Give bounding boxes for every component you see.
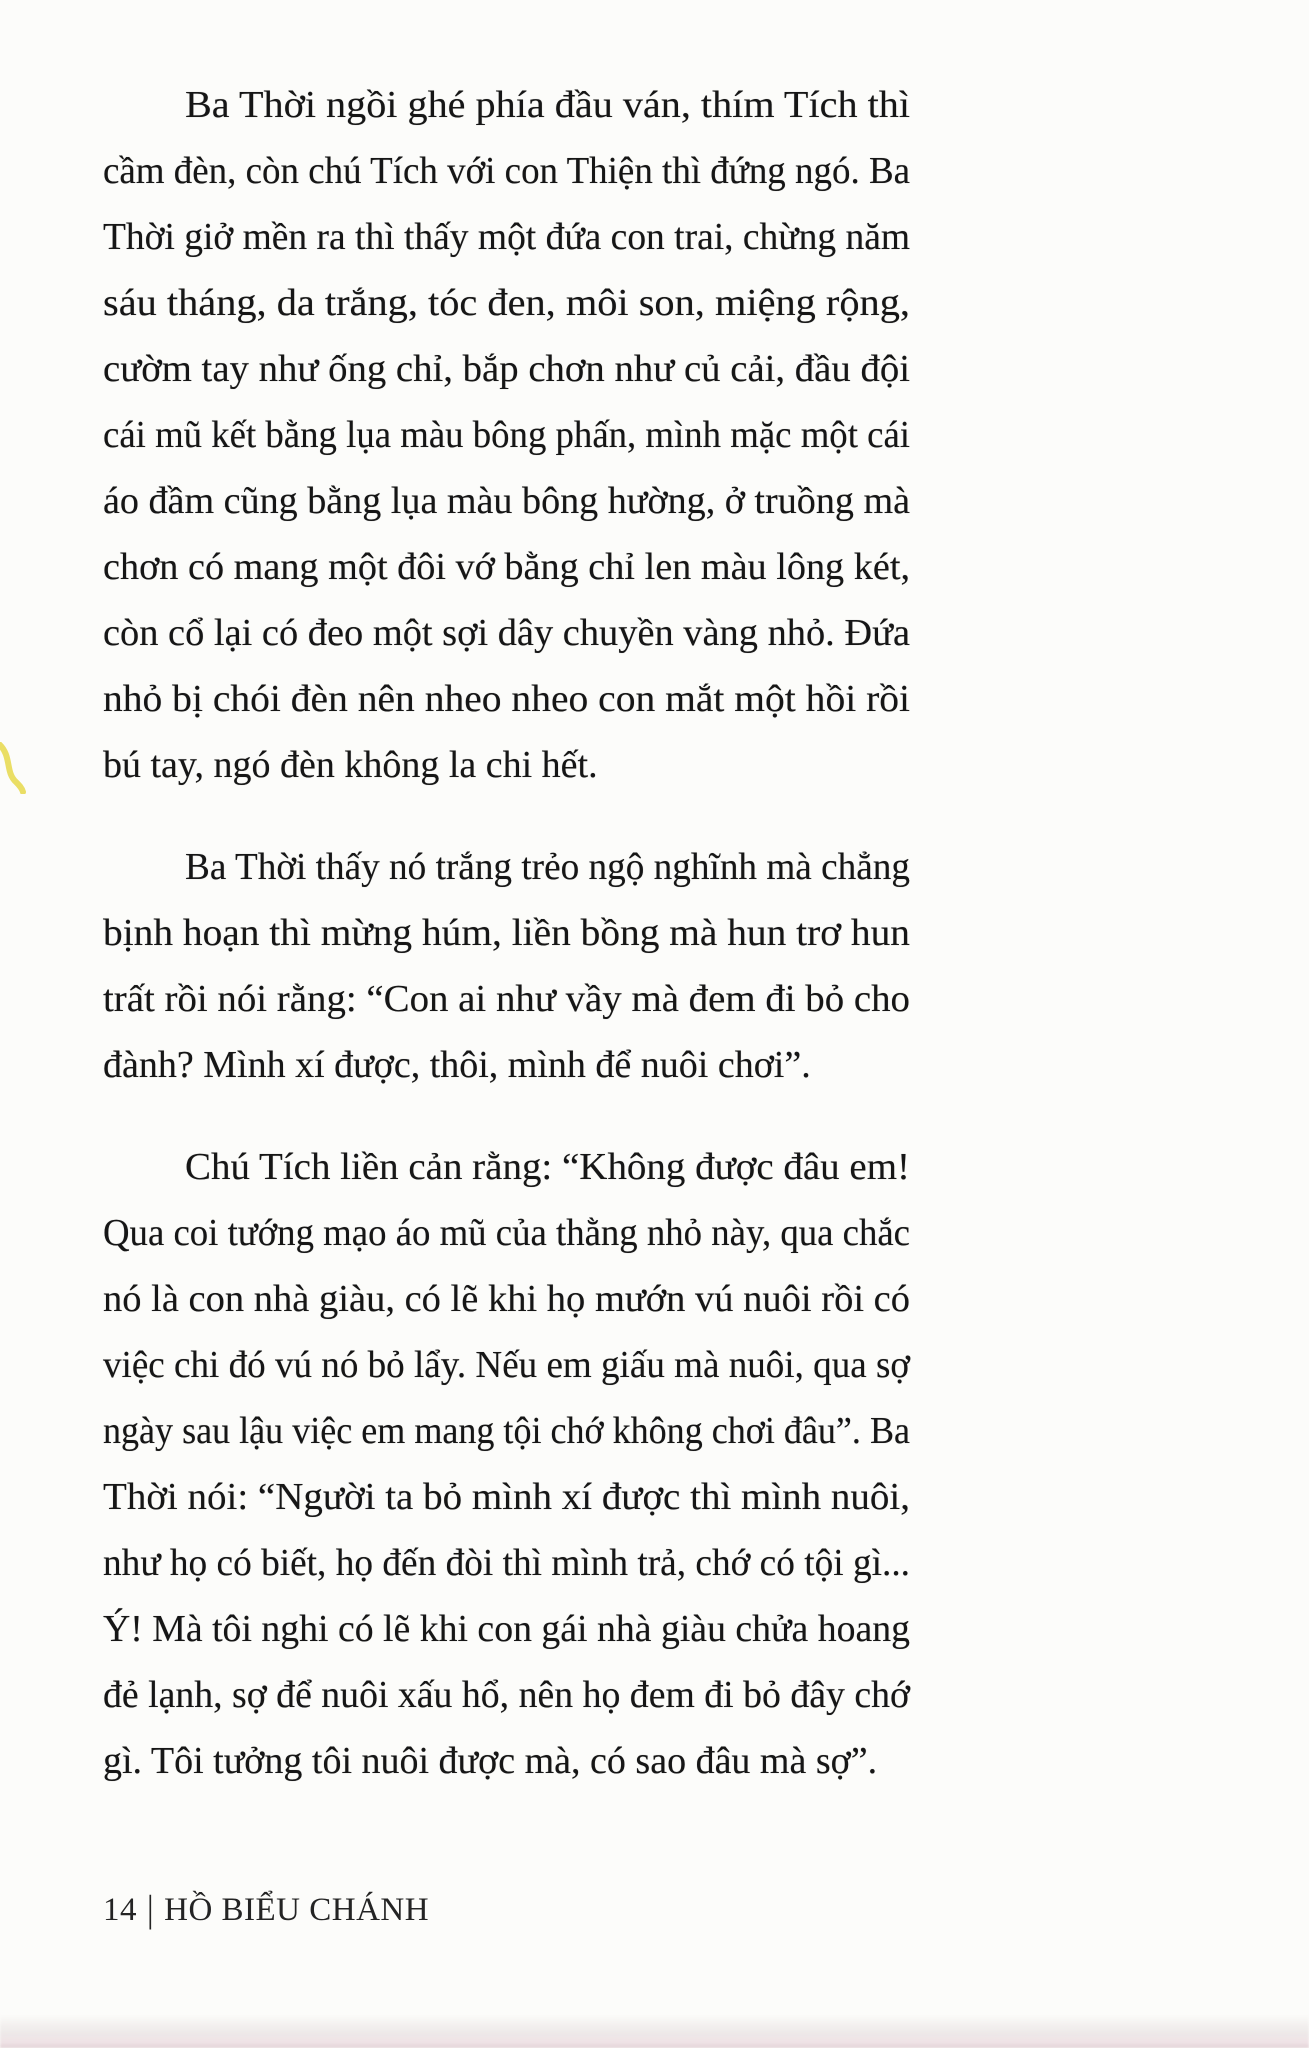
text-line — [103, 1032, 910, 1098]
text-line-content: nó là con nhà giàu, có lẽ khi họ mướn vú nuôi rồi có — [103, 1278, 911, 1320]
text-line-content: chơn có mang một đôi vớ bằng chỉ len màu lông két, — [103, 546, 910, 588]
text-line — [103, 966, 910, 1032]
text-line-content: còn cổ lại có đeo một sợi dây chuyền vàng nhỏ. Đứa — [103, 612, 910, 654]
text-line-content: nhỏ bị chói đèn nên nheo nheo con mắt một hồi rồi — [103, 678, 910, 720]
text-line-content: áo đầm cũng bằng lụa màu bông hường, ở truồng mà — [103, 480, 910, 522]
text-line — [103, 732, 910, 798]
text-line — [103, 204, 910, 270]
text-line-content: Ý! Mà tôi nghi có lẽ khi con gái nhà giàu chửa hoang — [103, 1608, 910, 1650]
text-line — [103, 1134, 910, 1200]
text-line-content: việc chi đó vú nó bỏ lẩy. Nếu em giấu mà nuôi, qua sợ — [103, 1344, 910, 1386]
text-line-content: Chú Tích liền cản rằng: “Không được đâu em! — [185, 1146, 910, 1188]
text-line — [103, 900, 910, 966]
footer-author: HỒ BIỂU CHÁNH — [164, 1892, 430, 1928]
text-line-content: trất rồi nói rằng: “Con ai như vầy mà đem đi bỏ cho — [103, 978, 911, 1020]
text-line — [103, 1728, 910, 1794]
text-line — [103, 600, 910, 666]
text-line-content: đành? Mình xí được, thôi, mình để nuôi chơi”. — [103, 1044, 811, 1086]
text-line — [103, 402, 910, 468]
text-line-content: cầm đèn, còn chú Tích với con Thiện thì đứng ngó. Ba — [103, 150, 910, 192]
text-line — [103, 1530, 910, 1596]
text-line — [103, 534, 910, 600]
page-edge-mark — [0, 742, 26, 794]
text-line — [103, 1464, 910, 1530]
text-line — [103, 1266, 910, 1332]
text-line — [103, 468, 910, 534]
text-line — [103, 1596, 910, 1662]
text-line-content: bịnh hoạn thì mừng húm, liền bồng mà hun trơ hun — [103, 912, 910, 954]
footer-separator: | — [147, 1889, 155, 1931]
text-line-content: sáu tháng, da trắng, tóc đen, môi son, miệng rộng, — [103, 282, 911, 324]
text-line-content: Thời nói: “Người ta bỏ mình xí được thì mình nuôi, — [103, 1476, 910, 1518]
text-line — [103, 1200, 910, 1266]
text-line-content: Qua coi tướng mạo áo mũ của thằng nhỏ này, qua chắc — [103, 1212, 910, 1254]
text-line-content: ngày sau lậu việc em mang tội chớ không chơi đâu”. Ba — [103, 1410, 910, 1452]
text-line — [103, 336, 910, 402]
text-line-content: Ba Thời ngồi ghé phía đầu ván, thím Tích thì — [185, 84, 911, 126]
text-line — [103, 72, 910, 138]
text-line-content: Thời giở mền ra thì thấy một đứa con trai, chừng năm — [103, 216, 910, 258]
text-line-content: bú tay, ngó đèn không la chi hết. — [103, 744, 598, 786]
bottom-scan-shadow — [0, 2014, 1309, 2048]
paragraph — [103, 1134, 910, 1794]
paragraph — [103, 834, 910, 1098]
text-line — [103, 834, 910, 900]
text-line — [103, 1662, 910, 1728]
text-line-content: gì. Tôi tưởng tôi nuôi được mà, có sao đâu mà sợ”. — [103, 1740, 878, 1782]
text-line — [103, 138, 910, 204]
text-line-content: cườm tay như ống chỉ, bắp chơn như củ cải, đầu đội — [103, 348, 910, 390]
text-line-content: cái mũ kết bằng lụa màu bông phấn, mình mặc một cái — [103, 414, 910, 456]
paragraph — [103, 72, 910, 798]
text-line — [103, 666, 910, 732]
text-block — [103, 72, 910, 1794]
text-line — [103, 270, 910, 336]
text-line-content: đẻ lạnh, sợ để nuôi xấu hổ, nên họ đem đi bỏ đây chớ — [103, 1674, 910, 1716]
text-line-content: như họ có biết, họ đến đòi thì mình trả, chớ có tội gì... — [103, 1542, 910, 1584]
text-line — [103, 1398, 910, 1464]
footer-page-number: 14 — [103, 1892, 137, 1928]
text-line — [103, 1332, 910, 1398]
page-footer — [103, 1888, 429, 1932]
text-line-content: Ba Thời thấy nó trắng trẻo ngộ nghĩnh mà chẳng — [185, 846, 910, 888]
